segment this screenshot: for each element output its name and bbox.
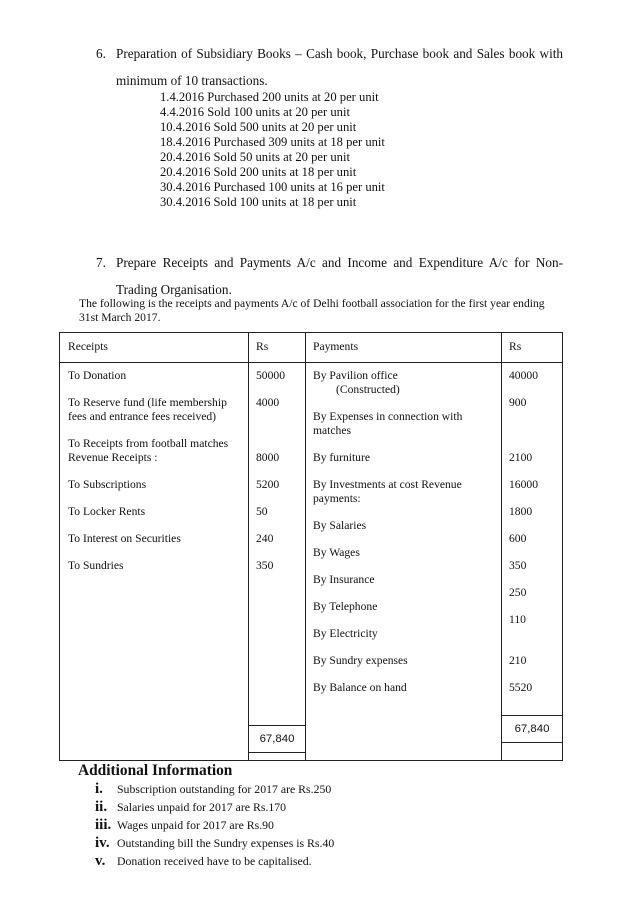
receipts-payments-table [59, 332, 563, 761]
payment-amount: 1800 [509, 505, 533, 518]
list-item-text: Donation received have to be capitalised. [117, 854, 312, 868]
payment-sundry-expenses: By Sundry expenses [313, 654, 408, 667]
list-item-number: v. [95, 853, 106, 869]
payments-total: 67,840 [501, 715, 563, 743]
list-item-text: Wages unpaid for 2017 are Rs.90 [117, 818, 274, 832]
list-item-text: Subscription outstanding for 2017 are Rs.250 [117, 782, 332, 796]
question-6 [96, 44, 563, 90]
list-item [95, 834, 334, 852]
payment-matches-expenses-line1: By Expenses in connection with [313, 410, 463, 423]
question-7 [96, 253, 563, 299]
question-7-number: 7. [96, 255, 106, 270]
list-item-text: Outstanding bill the Sundry expenses is Rs.40 [117, 836, 335, 850]
payment-amount: 110 [509, 613, 526, 626]
receipt-interest-securities: To Interest on Securities [68, 532, 181, 545]
list-item [95, 780, 334, 798]
payment-telephone: By Telephone [313, 600, 378, 613]
receipts-total: 67,840 [248, 725, 306, 753]
header-divider [60, 362, 562, 363]
list-item [95, 798, 334, 816]
payment-electricity: By Electricity [313, 627, 378, 640]
list-item-number: iv. [95, 835, 110, 851]
list-item-number: i. [95, 781, 103, 797]
receipt-amount: 350 [256, 559, 274, 572]
payment-balance-on-hand: By Balance on hand [313, 681, 407, 694]
receipt-amount: 50 [256, 505, 268, 518]
transaction-item: 4.4.2016 Sold 100 units at 20 per unit [160, 105, 350, 119]
receipt-amount: 5200 [256, 478, 280, 491]
header-receipts: Receipts [68, 340, 108, 353]
question-6-line2: minimum of 10 transactions. [116, 73, 268, 88]
payment-amount: 250 [509, 586, 527, 599]
receipt-reserve-fund-line2: fees and entrance fees received) [68, 410, 217, 423]
payment-matches-expenses-line2: matches [313, 424, 351, 437]
payment-wages: By Wages [313, 546, 360, 559]
header-rs-receipts: Rs [256, 340, 269, 353]
transaction-item: 1.4.2016 Purchased 200 units at 20 per unit [160, 90, 379, 104]
list-item [95, 852, 334, 870]
payment-insurance: By Insurance [313, 573, 375, 586]
receipt-amount: 8000 [256, 451, 280, 464]
column-divider [248, 333, 249, 760]
intro-text [79, 297, 545, 325]
receipt-football-matches-line1: To Receipts from football matches [68, 437, 229, 450]
payment-furniture: By furniture [313, 451, 370, 464]
payment-amount: 350 [509, 559, 527, 572]
transaction-item: 20.4.2016 Sold 200 units at 18 per unit [160, 165, 357, 179]
question-6-number: 6. [96, 46, 106, 61]
payment-amount: 16000 [509, 478, 538, 491]
payment-pavilion-line2: (Constructed) [336, 383, 400, 396]
list-item-number: iii. [95, 817, 112, 833]
column-divider [501, 333, 502, 760]
column-divider [305, 333, 306, 760]
receipt-football-matches-line2: Revenue Receipts : [68, 451, 158, 464]
question-7-line1: Prepare Receipts and Payments A/c and Income and Expenditure A/c for Non- [116, 255, 563, 270]
payment-amount: 2100 [509, 451, 533, 464]
list-item-number: ii. [95, 799, 108, 815]
additional-info-title: Additional Information [78, 762, 233, 779]
receipt-amount: 50000 [256, 369, 285, 382]
payment-amount: 900 [509, 396, 527, 409]
additional-info-list [95, 780, 334, 870]
receipt-donation: To Donation [68, 369, 127, 382]
transaction-item: 30.4.2016 Sold 100 units at 18 per unit [160, 195, 357, 209]
header-payments: Payments [313, 340, 359, 353]
transaction-item: 20.4.2016 Sold 50 units at 20 per unit [160, 150, 350, 164]
payment-amount: 5520 [509, 681, 533, 694]
transaction-item: 30.4.2016 Purchased 100 units at 16 per unit [160, 180, 385, 194]
header-rs-payments: Rs [509, 340, 522, 353]
receipt-amount: 4000 [256, 396, 280, 409]
receipt-locker-rents: To Locker Rents [68, 505, 146, 518]
payment-salaries: By Salaries [313, 519, 367, 532]
payment-pavilion-line1: By Pavilion office [313, 369, 398, 382]
question-6-line1: Preparation of Subsidiary Books – Cash book, Purchase book and Sales book with [116, 46, 563, 61]
payment-amount: 600 [509, 532, 527, 545]
transaction-item: 10.4.2016 Sold 500 units at 20 per unit [160, 120, 357, 134]
intro-line2: 31st March 2017. [79, 311, 161, 324]
intro-line1: The following is the receipts and payments A/c of Delhi football association for the first year ending [79, 297, 545, 310]
receipt-reserve-fund-line1: To Reserve fund (life membership [68, 396, 227, 409]
question-7-line2: Trading Organisation. [116, 282, 232, 297]
transaction-item: 18.4.2016 Purchased 309 units at 18 per unit [160, 135, 385, 149]
list-item [95, 816, 334, 834]
payment-amount: 210 [509, 654, 527, 667]
payment-investments-line2: payments: [313, 492, 361, 505]
payment-amount: 40000 [509, 369, 538, 382]
receipt-sundries: To Sundries [68, 559, 124, 572]
receipt-subscriptions: To Subscriptions [68, 478, 147, 491]
payment-investments-line1: By Investments at cost Revenue [313, 478, 462, 491]
receipt-amount: 240 [256, 532, 274, 545]
list-item-text: Salaries unpaid for 2017 are Rs.170 [117, 800, 287, 814]
transaction-list [160, 90, 385, 210]
